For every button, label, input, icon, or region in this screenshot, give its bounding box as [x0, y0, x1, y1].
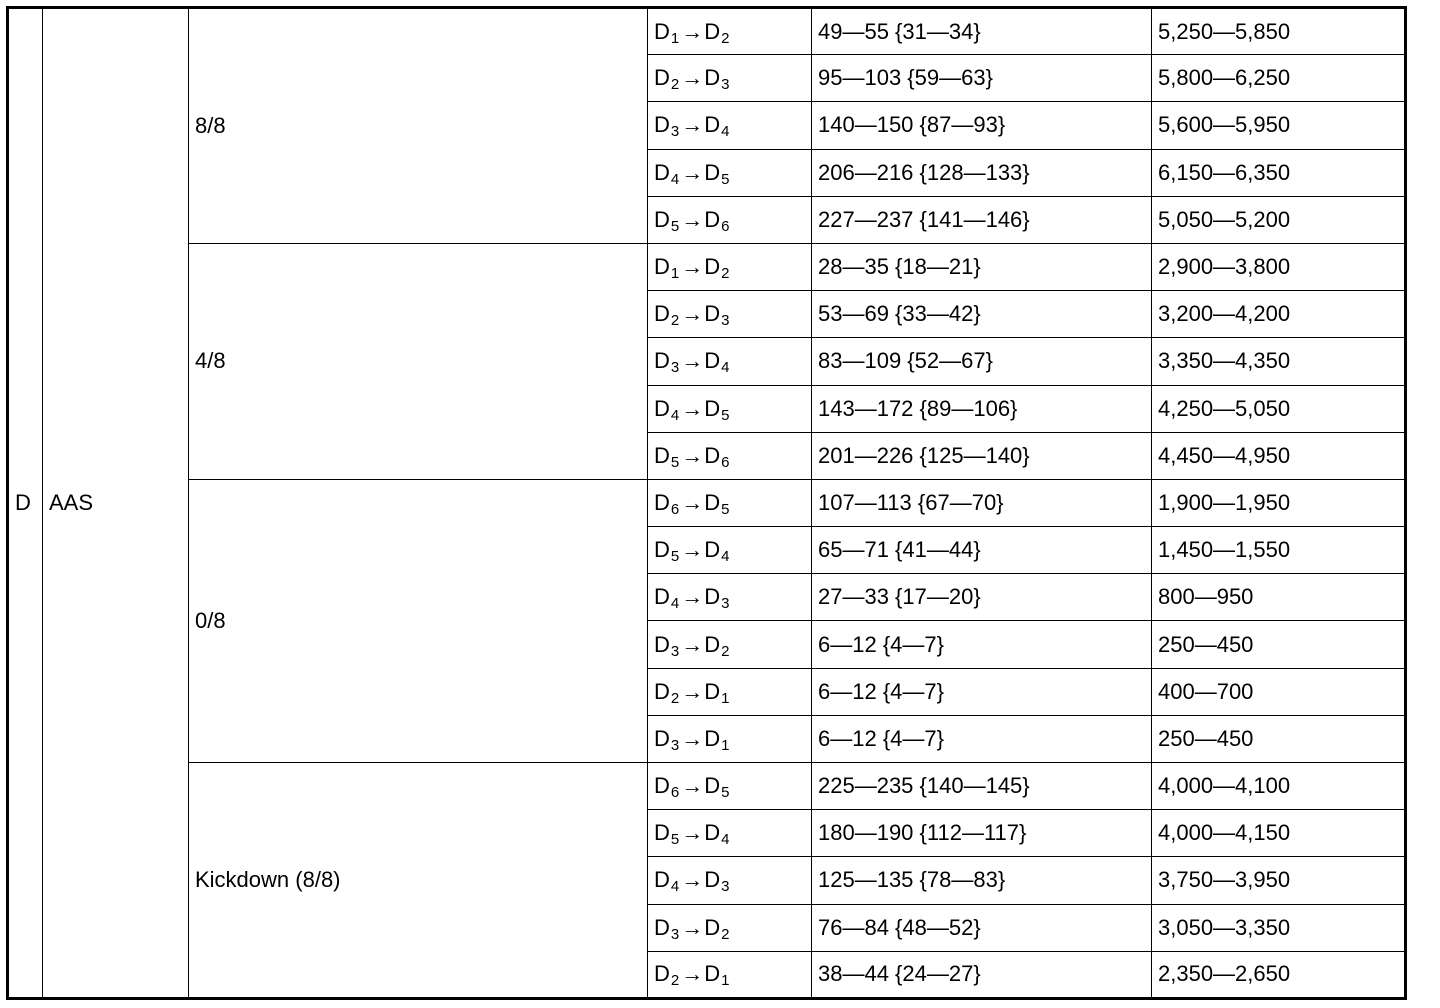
speed-cell: 6—12 {4—7} — [812, 715, 1152, 762]
gear-letter: D — [704, 442, 721, 468]
rpm-cell: 4,000—4,150 — [1152, 810, 1406, 857]
to-gear: 4 — [721, 359, 730, 377]
from-gear: 5 — [670, 548, 680, 566]
shift-cell — [648, 291, 812, 338]
gear-letter: D — [654, 631, 670, 657]
shift-cell — [648, 102, 812, 149]
right-arrow-icon: → — [681, 725, 704, 751]
to-gear: 5 — [721, 170, 730, 188]
rpm-cell: 400—700 — [1152, 668, 1406, 715]
gear-letter: D — [704, 489, 721, 515]
shift-cell — [648, 432, 812, 479]
rpm-cell: 800—950 — [1152, 574, 1406, 621]
rpm-cell: 5,250—5,850 — [1152, 8, 1406, 55]
gear-letter: D — [654, 725, 670, 751]
gear-letter: D — [654, 961, 670, 987]
throttle-cell: Kickdown (8/8) — [189, 763, 648, 999]
speed-cell: 65—71 {41—44} — [812, 527, 1152, 574]
to-gear: 5 — [721, 406, 730, 424]
shift-cell — [648, 385, 812, 432]
table-row — [8, 479, 1406, 526]
gear-letter: D — [654, 820, 670, 846]
mode-cell: D — [8, 8, 43, 999]
to-gear: 6 — [721, 217, 730, 235]
gear-letter: D — [654, 348, 670, 374]
gear-letter: D — [704, 584, 721, 610]
gear-letter: D — [704, 112, 721, 138]
rpm-cell: 2,350—2,650 — [1152, 951, 1406, 998]
gear-letter: D — [704, 867, 721, 893]
right-arrow-icon: → — [681, 159, 704, 185]
right-arrow-icon: → — [681, 206, 704, 232]
speed-cell: 27—33 {17—20} — [812, 574, 1152, 621]
speed-cell: 76—84 {48—52} — [812, 904, 1152, 951]
shift-cell — [648, 763, 812, 810]
gear-letter: D — [704, 159, 721, 185]
speed-cell: 95—103 {59—63} — [812, 55, 1152, 102]
to-gear: 2 — [721, 642, 730, 660]
from-gear: 5 — [670, 217, 680, 235]
to-gear: 4 — [721, 123, 730, 141]
from-gear: 4 — [670, 878, 680, 896]
shift-cell — [648, 196, 812, 243]
from-gear: 1 — [670, 265, 680, 283]
rpm-cell: 250—450 — [1152, 715, 1406, 762]
gear-letter: D — [704, 348, 721, 374]
from-gear: 3 — [670, 642, 680, 660]
gear-letter: D — [654, 537, 670, 563]
right-arrow-icon: → — [681, 65, 704, 91]
to-gear: 3 — [721, 312, 730, 330]
right-arrow-icon: → — [681, 395, 704, 421]
from-gear: 1 — [670, 29, 680, 47]
gear-letter: D — [704, 254, 721, 280]
gear-letter: D — [654, 301, 670, 327]
speed-cell: 206—216 {128—133} — [812, 149, 1152, 196]
rpm-cell: 5,600—5,950 — [1152, 102, 1406, 149]
from-gear: 2 — [670, 312, 680, 330]
gear-letter: D — [704, 65, 721, 91]
shift-cell — [648, 8, 812, 55]
speed-cell: 49—55 {31—34} — [812, 8, 1152, 55]
rpm-cell: 4,000—4,100 — [1152, 763, 1406, 810]
from-gear: 2 — [670, 972, 680, 990]
gear-letter: D — [654, 18, 670, 44]
table-row — [8, 763, 1406, 810]
to-gear: 5 — [721, 784, 730, 802]
from-gear: 3 — [670, 123, 680, 141]
from-gear: 3 — [670, 925, 680, 943]
gear-letter: D — [704, 820, 721, 846]
gear-letter: D — [704, 678, 721, 704]
rpm-cell: 5,800—6,250 — [1152, 55, 1406, 102]
speed-cell: 143—172 {89—106} — [812, 385, 1152, 432]
rpm-cell: 6,150—6,350 — [1152, 149, 1406, 196]
gear-letter: D — [704, 773, 721, 799]
table-row — [8, 8, 1406, 55]
from-gear: 4 — [670, 170, 680, 188]
program-cell: AAS — [43, 8, 189, 999]
gear-letter: D — [654, 584, 670, 610]
to-gear: 2 — [721, 925, 730, 943]
speed-cell: 225—235 {140—145} — [812, 763, 1152, 810]
gear-letter: D — [704, 631, 721, 657]
gear-letter: D — [654, 914, 670, 940]
rpm-cell: 1,450—1,550 — [1152, 527, 1406, 574]
gear-letter: D — [654, 254, 670, 280]
shift-cell — [648, 55, 812, 102]
right-arrow-icon: → — [681, 301, 704, 327]
gear-letter: D — [654, 773, 670, 799]
gear-letter: D — [654, 206, 670, 232]
gear-letter: D — [654, 159, 670, 185]
gear-letter: D — [704, 537, 721, 563]
speed-cell: 53—69 {33—42} — [812, 291, 1152, 338]
gear-letter: D — [654, 442, 670, 468]
shift-cell — [648, 621, 812, 668]
gear-letter: D — [704, 301, 721, 327]
gear-letter: D — [704, 961, 721, 987]
from-gear: 2 — [670, 689, 680, 707]
right-arrow-icon: → — [681, 348, 704, 374]
speed-cell: 38—44 {24—27} — [812, 951, 1152, 998]
rpm-cell: 5,050—5,200 — [1152, 196, 1406, 243]
rpm-cell: 3,050—3,350 — [1152, 904, 1406, 951]
from-gear: 3 — [670, 736, 680, 754]
throttle-cell: 8/8 — [189, 8, 648, 244]
right-arrow-icon: → — [681, 914, 704, 940]
to-gear: 4 — [721, 548, 730, 566]
right-arrow-icon: → — [681, 820, 704, 846]
speed-cell: 140—150 {87—93} — [812, 102, 1152, 149]
from-gear: 2 — [670, 76, 680, 94]
to-gear: 1 — [721, 689, 730, 707]
gear-letter: D — [654, 678, 670, 704]
to-gear: 1 — [721, 972, 730, 990]
shift-cell — [648, 715, 812, 762]
gear-letter: D — [654, 395, 670, 421]
shift-cell — [648, 338, 812, 385]
right-arrow-icon: → — [681, 961, 704, 987]
speed-cell: 107—113 {67—70} — [812, 479, 1152, 526]
speed-cell: 28—35 {18—21} — [812, 243, 1152, 290]
rpm-cell: 2,900—3,800 — [1152, 243, 1406, 290]
right-arrow-icon: → — [681, 442, 704, 468]
right-arrow-icon: → — [681, 489, 704, 515]
shift-cell — [648, 527, 812, 574]
shift-cell — [648, 479, 812, 526]
from-gear: 6 — [670, 500, 680, 518]
shift-cell — [648, 668, 812, 715]
gear-letter: D — [704, 395, 721, 421]
right-arrow-icon: → — [681, 584, 704, 610]
to-gear: 3 — [721, 76, 730, 94]
speed-cell: 125—135 {78—83} — [812, 857, 1152, 904]
gear-letter: D — [704, 725, 721, 751]
speed-cell: 6—12 {4—7} — [812, 668, 1152, 715]
speed-cell: 83—109 {52—67} — [812, 338, 1152, 385]
from-gear: 5 — [670, 453, 680, 471]
gear-letter: D — [654, 112, 670, 138]
right-arrow-icon: → — [681, 631, 704, 657]
right-arrow-icon: → — [681, 867, 704, 893]
shift-cell — [648, 810, 812, 857]
rpm-cell: 4,250—5,050 — [1152, 385, 1406, 432]
rpm-cell: 3,350—4,350 — [1152, 338, 1406, 385]
gear-letter: D — [704, 18, 721, 44]
from-gear: 5 — [670, 831, 680, 849]
right-arrow-icon: → — [681, 773, 704, 799]
shift-cell — [648, 951, 812, 998]
gear-letter: D — [654, 867, 670, 893]
to-gear: 4 — [721, 831, 730, 849]
from-gear: 4 — [670, 595, 680, 613]
right-arrow-icon: → — [681, 112, 704, 138]
speed-cell: 6—12 {4—7} — [812, 621, 1152, 668]
rpm-cell: 3,750—3,950 — [1152, 857, 1406, 904]
speed-cell: 201—226 {125—140} — [812, 432, 1152, 479]
to-gear: 3 — [721, 595, 730, 613]
to-gear: 5 — [721, 500, 730, 518]
rpm-cell: 1,900—1,950 — [1152, 479, 1406, 526]
table-row — [8, 243, 1406, 290]
to-gear: 2 — [721, 265, 730, 283]
to-gear: 6 — [721, 453, 730, 471]
to-gear: 2 — [721, 29, 730, 47]
throttle-cell: 4/8 — [189, 243, 648, 479]
right-arrow-icon: → — [681, 254, 704, 280]
gear-letter: D — [654, 489, 670, 515]
gear-letter: D — [654, 65, 670, 91]
right-arrow-icon: → — [681, 537, 704, 563]
rpm-cell: 250—450 — [1152, 621, 1406, 668]
shift-cell — [648, 149, 812, 196]
rpm-cell: 4,450—4,950 — [1152, 432, 1406, 479]
shift-cell — [648, 243, 812, 290]
shift-point-table — [6, 6, 1407, 1000]
shift-cell — [648, 574, 812, 621]
speed-cell: 227—237 {141—146} — [812, 196, 1152, 243]
gear-letter: D — [704, 206, 721, 232]
throttle-cell: 0/8 — [189, 479, 648, 762]
gear-letter: D — [704, 914, 721, 940]
from-gear: 6 — [670, 784, 680, 802]
shift-cell — [648, 904, 812, 951]
from-gear: 3 — [670, 359, 680, 377]
rpm-cell: 3,200—4,200 — [1152, 291, 1406, 338]
to-gear: 3 — [721, 878, 730, 896]
shift-cell — [648, 857, 812, 904]
from-gear: 4 — [670, 406, 680, 424]
to-gear: 1 — [721, 736, 730, 754]
right-arrow-icon: → — [681, 18, 704, 44]
speed-cell: 180—190 {112—117} — [812, 810, 1152, 857]
right-arrow-icon: → — [681, 678, 704, 704]
